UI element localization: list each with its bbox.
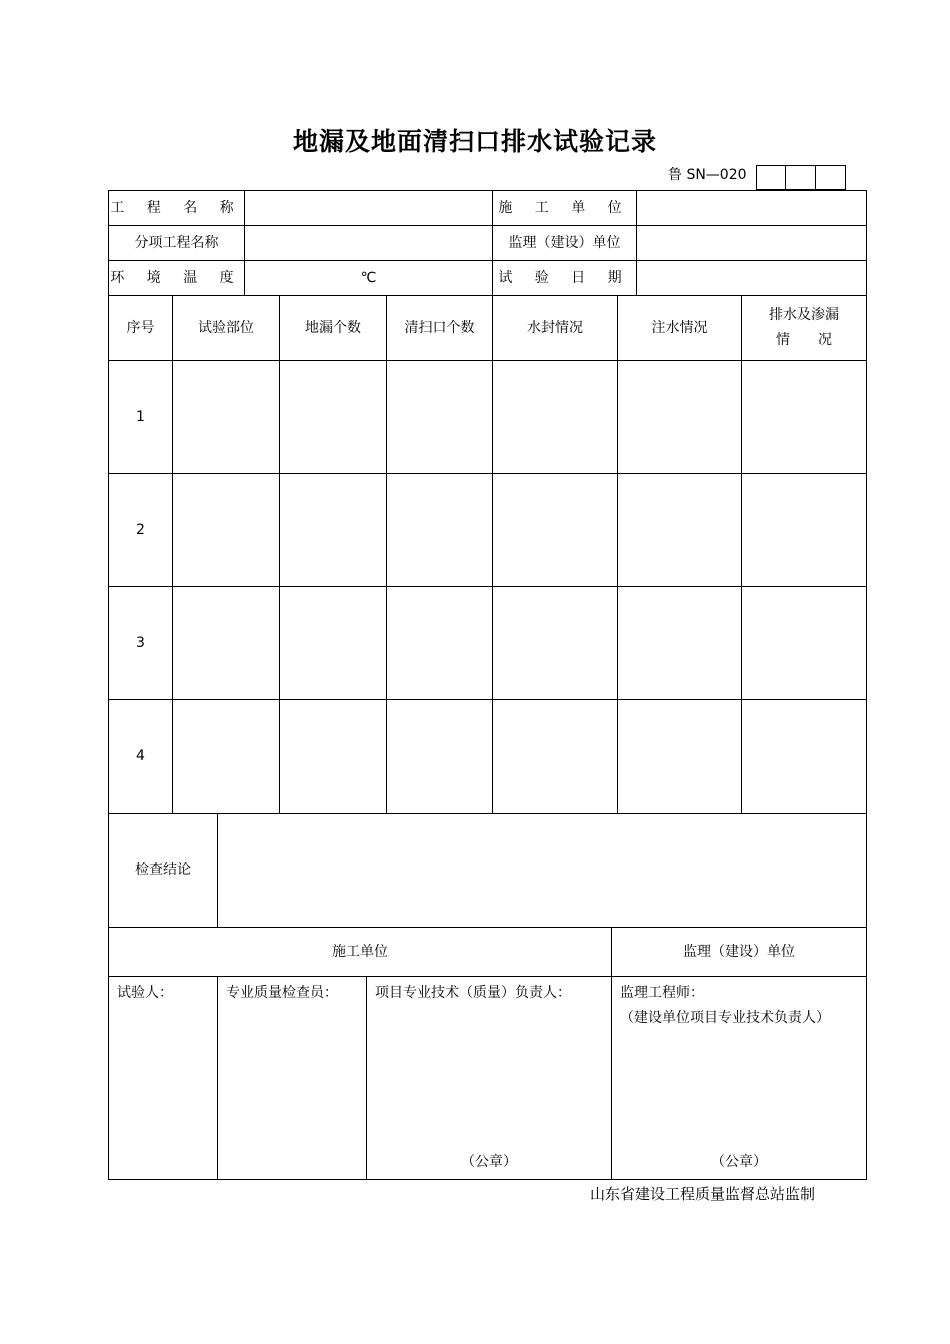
column-header: 排水及渗漏 情 况: [741, 295, 867, 361]
table-cell[interactable]: [492, 699, 618, 814]
construction-unit-heading: 施工单位: [108, 927, 612, 977]
conclusion-label: 检查结论: [108, 813, 218, 928]
tester-signature[interactable]: [108, 976, 218, 1180]
quality-inspector-signature[interactable]: [217, 976, 367, 1180]
test-date-label: 试 验 日 期: [492, 260, 637, 296]
row-number: 1: [108, 360, 173, 474]
table-cell[interactable]: [617, 360, 742, 474]
subitem-field[interactable]: [244, 225, 493, 261]
owner-tech-lead-label: （建设单位项目专业技术负责人）: [620, 1010, 830, 1026]
table-cell[interactable]: [386, 586, 493, 700]
form-number-boxes: [756, 165, 846, 190]
table-cell[interactable]: [617, 586, 742, 700]
table-cell[interactable]: [741, 699, 867, 814]
seal-label: （公章）: [711, 1154, 767, 1170]
table-cell[interactable]: [492, 586, 618, 700]
table-cell[interactable]: [279, 699, 387, 814]
issuer-footer: 山东省建设工程质量监督总站监制: [590, 1185, 816, 1203]
tester-label: 试验人：: [117, 985, 173, 1001]
column-header: 注水情况: [617, 295, 742, 361]
column-header: 地漏个数: [279, 295, 387, 361]
table-cell[interactable]: [172, 473, 280, 587]
column-header: 序号: [108, 295, 173, 361]
temperature-label: 环 境 温 度: [108, 260, 245, 296]
column-header: 清扫口个数: [386, 295, 493, 361]
quality-inspector-label: 专业质量检查员：: [226, 985, 338, 1001]
table-cell[interactable]: [279, 360, 387, 474]
supervision-unit-label: 监理（建设）单位: [492, 225, 637, 261]
table-cell[interactable]: [741, 360, 867, 474]
table-cell[interactable]: [741, 473, 867, 587]
number-box[interactable]: [786, 165, 816, 190]
table-cell[interactable]: [617, 473, 742, 587]
row-number: 3: [108, 586, 173, 700]
row-number: 4: [108, 699, 173, 814]
test-record-table: [108, 190, 867, 1180]
temperature-field[interactable]: [244, 260, 493, 296]
column-header: 试验部位: [172, 295, 280, 361]
project-tech-lead-signature[interactable]: [366, 976, 612, 1180]
table-cell[interactable]: [386, 699, 493, 814]
table-cell[interactable]: [279, 586, 387, 700]
table-cell[interactable]: [741, 586, 867, 700]
table-cell[interactable]: [492, 360, 618, 474]
supervision-unit-field[interactable]: [636, 225, 867, 261]
column-header: 水封情况: [492, 295, 618, 361]
supervision-unit-heading: 监理（建设）单位: [611, 927, 867, 977]
project-name-label: 工 程 名 称: [108, 190, 245, 226]
table-cell[interactable]: [617, 699, 742, 814]
construction-unit-label: 施 工 单 位: [492, 190, 637, 226]
table-cell[interactable]: [386, 473, 493, 587]
supervising-engineer-signature[interactable]: [611, 976, 867, 1180]
temperature-unit: ℃: [360, 269, 377, 286]
construction-unit-field[interactable]: [636, 190, 867, 226]
table-cell[interactable]: [172, 586, 280, 700]
supervising-engineer-label: 监理工程师：: [620, 985, 704, 1001]
number-box[interactable]: [816, 165, 846, 190]
table-cell[interactable]: [279, 473, 387, 587]
page-title: 地漏及地面清扫口排水试验记录: [292, 127, 657, 156]
seal-label: （公章）: [461, 1154, 517, 1170]
number-box[interactable]: [756, 165, 786, 190]
form-code: 鲁 SN—020: [668, 167, 747, 183]
table-cell[interactable]: [492, 473, 618, 587]
test-date-field[interactable]: [636, 260, 867, 296]
project-tech-lead-label: 项目专业技术（质量）负责人：: [375, 985, 571, 1001]
row-number: 2: [108, 473, 173, 587]
table-cell[interactable]: [386, 360, 493, 474]
table-cell[interactable]: [172, 360, 280, 474]
project-name-field[interactable]: [244, 190, 493, 226]
table-cell[interactable]: [172, 699, 280, 814]
conclusion-field[interactable]: [217, 813, 867, 928]
subitem-label: 分项工程名称: [108, 225, 245, 261]
